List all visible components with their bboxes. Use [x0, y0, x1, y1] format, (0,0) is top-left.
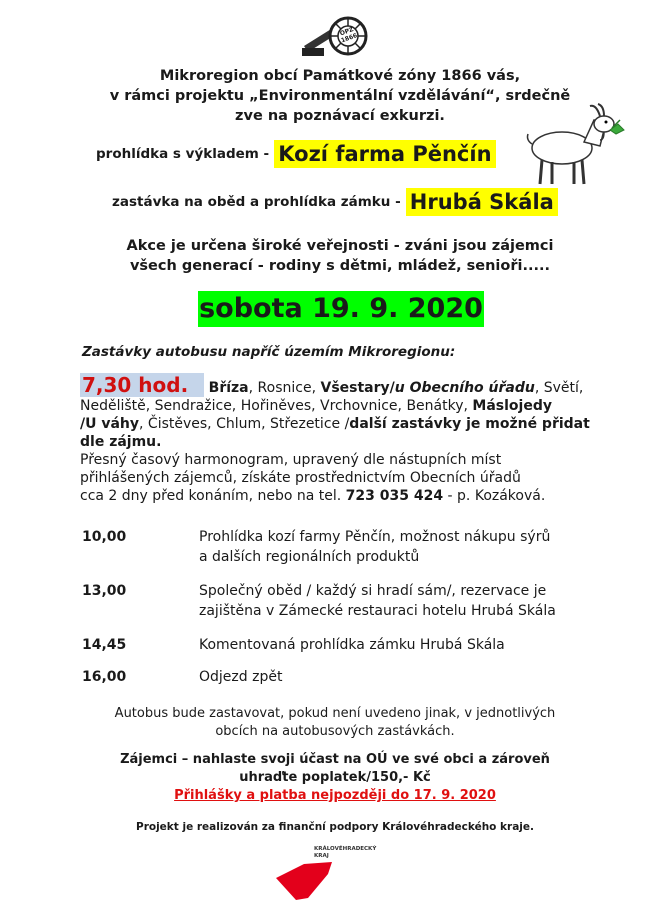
region-logo-mark — [274, 858, 338, 902]
region-logo-line: KRÁLOVÉHRADECKÝ — [314, 846, 377, 852]
apply-line: uhraďte poplatek/150,- Kč — [239, 770, 431, 785]
deadline-note: Přihlášky a platba nejpozději do 17. 9. 2020 — [174, 788, 496, 803]
stops-more: další zastávky je možné přidat dle zájmu. — [80, 416, 590, 450]
audience-line: Akce je určena široké veřejnosti - zváni jsou zájemci — [126, 238, 554, 254]
bus-note-line: obcích na autobusových zastávkách. — [215, 724, 455, 739]
intro-line: v rámci projektu „Environmentální vzdělávání“, srdečně — [109, 88, 571, 104]
schedule-time: 13,00 — [82, 583, 127, 599]
schedule-item — [199, 635, 619, 655]
tour-farm-place: Kozí farma Pěnčín — [274, 140, 495, 168]
goat-illustration — [520, 100, 630, 188]
stops-info: Přesný časový harmonogram, upravený dle nástupních míst — [80, 452, 502, 468]
schedule-line: Prohlídka kozí farmy Pěnčín, možnost nákupu sýrů — [199, 529, 551, 545]
schedule-line: Odjezd zpět — [199, 669, 283, 685]
stops-title: Zastávky autobusu napříč územím Mikroregionu: — [82, 344, 456, 360]
tour-farm — [96, 142, 496, 166]
stop-detail: u Obecního úřadu — [394, 380, 535, 396]
stop-list: , Rosnice, — [248, 380, 321, 396]
audience-line: všech generací - rodiny s dětmi, mládež, senioři..... — [129, 258, 551, 274]
contact-person: - p. Kozáková. — [443, 488, 546, 504]
region-logo — [274, 846, 384, 902]
tour-castle-place: Hrubá Skála — [406, 188, 558, 216]
schedule-item — [199, 527, 619, 567]
event-date: sobota 19. 9. 2020 — [198, 291, 484, 327]
tour-castle — [112, 190, 558, 214]
schedule-time: 14,45 — [82, 637, 127, 653]
apply-note — [80, 751, 590, 787]
stop-name: Všestary/ — [320, 380, 395, 396]
departure-time: 7,30 hod. — [80, 373, 204, 397]
intro-line: zve na poznávací exkurzi. — [235, 108, 445, 124]
tour-farm-lead: prohlídka s výkladem - — [96, 146, 270, 162]
funding-note: Projekt je realizován za finanční podpory Královéhradeckého kraje. — [136, 821, 534, 833]
schedule-time: 16,00 — [82, 669, 127, 685]
intro-line: Mikroregion obcí Památkové zóny 1866 vás, — [159, 68, 521, 84]
logo-text: OPZ 1866 — [339, 26, 359, 45]
stop-name: Bříza — [208, 380, 249, 396]
schedule-line: a dalších regionálních produktů — [199, 549, 420, 565]
opz-logo — [300, 8, 370, 60]
stops-info: cca 2 dny před konáním, nebo na tel. — [80, 488, 346, 504]
bus-note — [80, 705, 590, 741]
stop-detail: /U váhy — [80, 416, 140, 432]
schedule-item — [199, 581, 619, 621]
stop-name: Máslojedy — [472, 398, 552, 414]
stop-list: , Čistěves, Chlum, Střezetice / — [139, 416, 350, 432]
phone-number: 723 035 424 — [345, 488, 444, 504]
stop-list: Neděliště, Sendražice, Hořiněves, Vrchovnice, Benátky, — [80, 398, 473, 414]
schedule-line: Společný oběd / každý si hradí sám/, rezervace je — [199, 583, 547, 599]
bus-note-line: Autobus bude zastavovat, pokud není uvedeno jinak, v jednotlivých — [114, 706, 556, 721]
stop-list: , Světí, — [534, 380, 584, 396]
schedule-line: Komentovaná prohlídka zámku Hrubá Skála — [199, 637, 505, 653]
stops-paragraph — [80, 373, 600, 505]
tour-castle-lead: zastávka na oběd a prohlídka zámku - — [112, 194, 401, 210]
region-logo-line: KRAJ — [314, 853, 329, 859]
schedule-time: 10,00 — [82, 529, 127, 545]
apply-line: Zájemci – nahlaste svoji účast na OÚ ve své obci a zároveň — [120, 752, 550, 767]
schedule-line: zajištěna v Zámecké restauraci hotelu Hrubá Skála — [199, 603, 556, 619]
schedule-item — [199, 667, 619, 687]
stops-info: přihlášených zájemců, získáte prostřednictvím Obecních úřadů — [80, 470, 521, 486]
audience-text — [60, 236, 620, 276]
